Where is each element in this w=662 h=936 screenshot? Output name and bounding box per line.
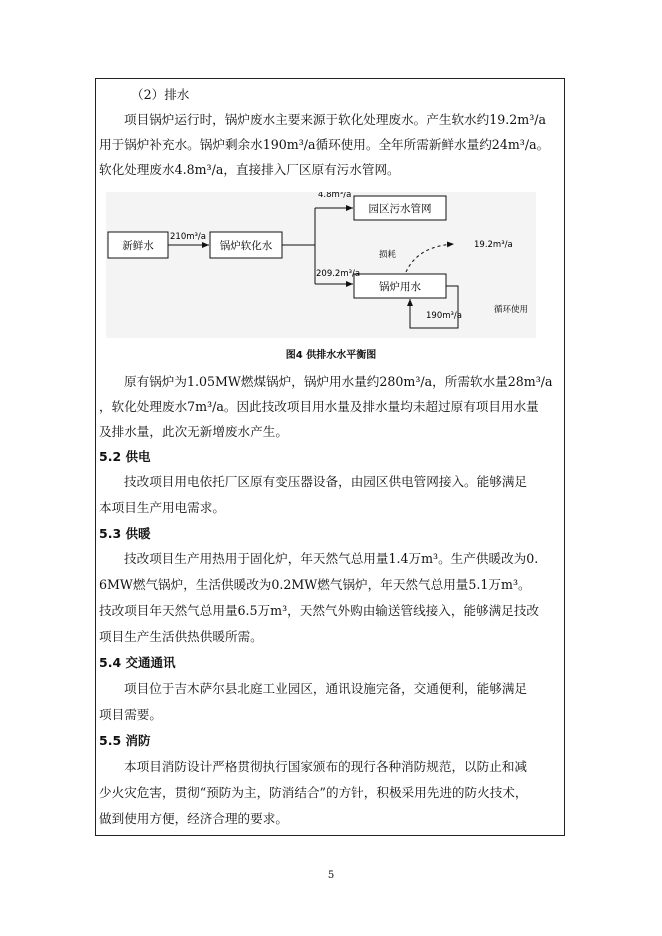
drainage-line-3: 软化处理废水4.8m³/a，直接排入厂区原有污水管网。	[99, 162, 400, 177]
loss-label: 损耗	[379, 250, 397, 260]
section-5-2-heading: 5.2 供电	[99, 449, 151, 464]
section-5-4-heading: 5.4 交通通讯	[99, 655, 176, 670]
section-5-3-line-4: 项目生产生活供热供暖所需。	[99, 629, 263, 644]
section-5-2-line-2: 本项目生产用电需求。	[99, 500, 225, 515]
section-5-4-line-2: 项目需要。	[99, 707, 162, 722]
water-balance-diagram	[106, 192, 536, 338]
fresh-water-label: 新鲜水	[122, 240, 154, 252]
section-5-3-line-3: 技改项目年天然气总用量6.5万m³，天然气外购由输送管线接入，能够满足技改	[99, 603, 540, 618]
boiler-para-line-2: ，软化处理废水7m³/a。因此技改项目用水量及排水量均未超过原有项目用水量	[99, 399, 539, 414]
page-number: 5	[327, 870, 335, 881]
section-5-5-line-3: 做到使用方便，经济合理的要求。	[99, 811, 288, 826]
boiler-para-line-1: 原有锅炉为1.05MW燃煤锅炉，锅炉用水量约280m³/a，所需软水量28m³/a	[124, 374, 553, 389]
boiler-para-line-3: 及排水量，此次无新增废水产生。	[99, 424, 288, 439]
softened-water-label: 锅炉软化水	[219, 240, 273, 252]
section-5-3-heading: 5.3 供暖	[99, 526, 151, 541]
flow-210-label: 210m³/a	[170, 232, 206, 242]
section-5-4-line-1: 项目位于吉木萨尔县北庭工业园区，通讯设施完备，交通便利，能够满足	[124, 681, 527, 696]
section-5-5-line-1: 本项目消防设计严格贯彻执行国家颁布的现行各种消防规范，以防止和减	[124, 759, 527, 774]
section-5-3-line-1: 技改项目生产用热用于固化炉，年天然气总用量1.4万m³。生产供暖改为0.	[124, 551, 539, 566]
section-5-3-line-2: 6MW燃气锅炉，生活供暖改为0.2MW燃气锅炉，年天然气总用量5.1万m³。	[99, 577, 531, 592]
subsection-heading-drainage: （2）排水	[131, 87, 190, 102]
flow-209-2-label: 209.2m³/a	[316, 269, 361, 279]
flow-4-8-label: 4.8m³/a	[318, 192, 352, 200]
boiler-water-label: 锅炉用水	[379, 281, 421, 293]
recycle-label: 循环使用	[494, 305, 529, 315]
drainage-line-1: 项目锅炉运行时，锅炉废水主要来源于软化处理废水。产生软水约19.2m³/a	[124, 112, 547, 127]
section-5-2-line-1: 技改项目用电依托厂区原有变压器设备，由园区供电管网接入。能够满足	[124, 474, 527, 489]
sewer-network-label: 园区污水管网	[368, 203, 432, 215]
figure-caption: 图4 供排水水平衡图	[285, 350, 377, 361]
flow-190-label: 190m³/a	[426, 311, 462, 321]
loss-dashed-arrow	[406, 244, 454, 272]
flow-19-2-label: 19.2m³/a	[474, 240, 513, 250]
section-5-5-heading: 5.5 消防	[99, 733, 151, 748]
section-5-5-line-2: 少火灾危害，贯彻“预防为主，防消结合”的方针，积极采用先进的防火技术，	[99, 785, 528, 800]
drainage-line-2: 用于锅炉补充水。锅炉剩余水190m³/a循环使用。全年所需新鲜水量约24m³/a。	[99, 137, 550, 152]
